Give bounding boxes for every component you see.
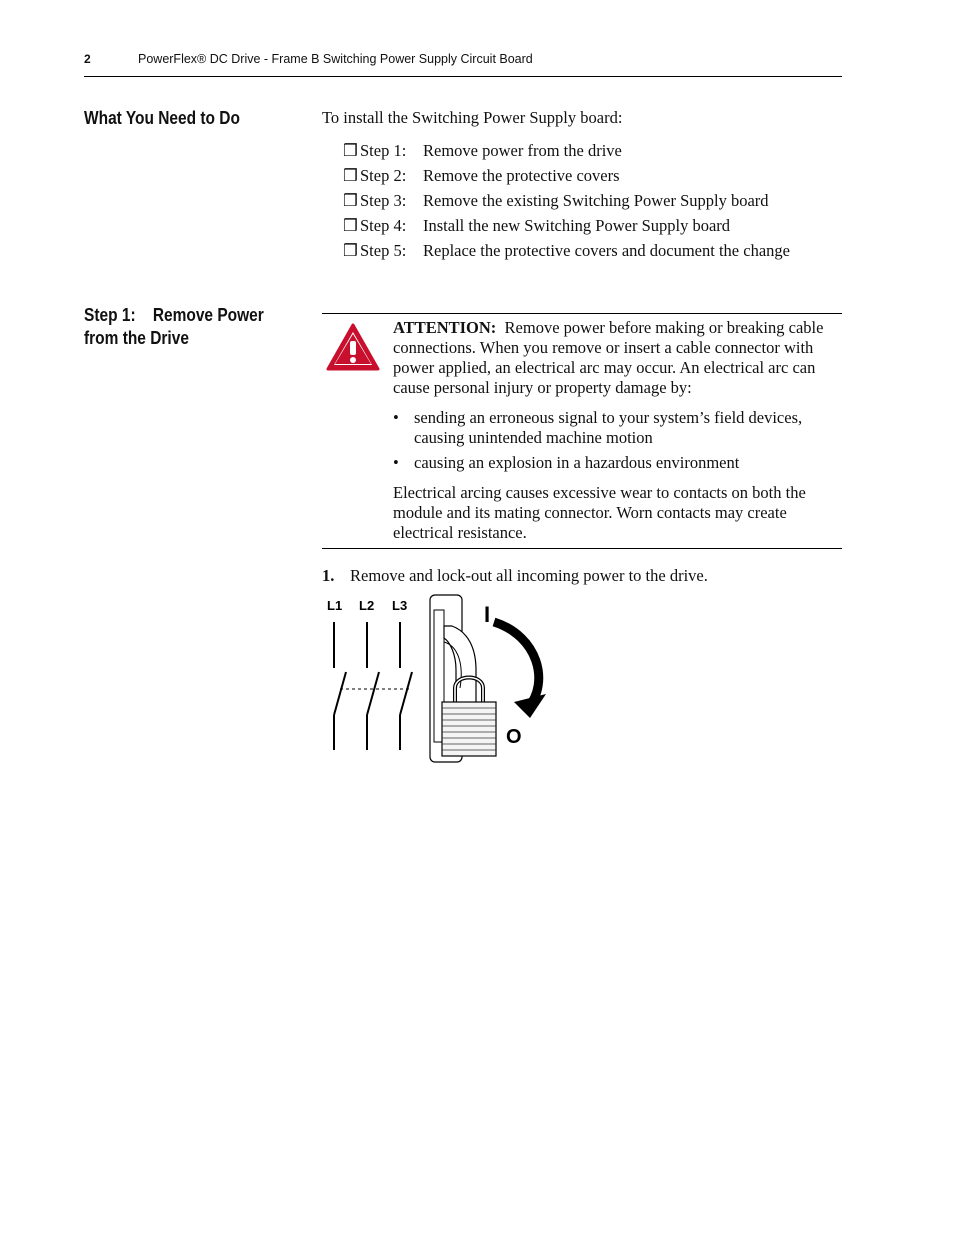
list-item bbox=[343, 216, 790, 241]
section-heading-step1 bbox=[84, 304, 264, 350]
list-item: • causing an explosion in a hazardous environment bbox=[393, 453, 843, 473]
checkbox-icon: ❒ bbox=[343, 241, 358, 260]
step-number: Step 5: bbox=[360, 241, 407, 260]
list-item: • sending an erroneous signal to your system’s field devices, causing unintended machine motion bbox=[393, 408, 843, 448]
attention-bullet-list bbox=[393, 408, 843, 473]
attention-top-rule bbox=[322, 313, 842, 314]
rotation-arrow bbox=[494, 622, 539, 708]
step-number: Step 2: bbox=[360, 166, 407, 185]
warning-triangle-icon bbox=[326, 322, 380, 372]
step-text: Install the new Switching Power Supply board bbox=[423, 216, 731, 235]
step-text: Remove the protective covers bbox=[423, 166, 620, 185]
step-number: Step 4: bbox=[360, 216, 407, 235]
step-text: Replace the protective covers and document the change bbox=[423, 241, 790, 260]
list-item bbox=[343, 166, 790, 191]
instruction-text: Remove and lock-out all incoming power to the drive. bbox=[350, 566, 708, 585]
attention-text: Remove power before making or breaking cable connections. When you remove or insert a cable connector with power applied, an electrical arc may occur. An electrical arc can cause personal injury or property damage by: bbox=[393, 318, 824, 397]
checkbox-icon: ❒ bbox=[343, 216, 358, 235]
section-intro: To install the Switching Power Supply board: bbox=[322, 108, 623, 127]
header-rule bbox=[84, 76, 842, 77]
section-heading-what-you-need: What You Need to Do bbox=[84, 108, 240, 128]
attention-closing: Electrical arcing causes excessive wear to contacts on both the module and its mating connector. Worn contacts may create electrical resistance. bbox=[393, 483, 806, 542]
list-item bbox=[343, 141, 790, 166]
lockout-switch-illustration bbox=[318, 590, 558, 770]
step-checklist bbox=[343, 141, 790, 266]
on-position-label: I bbox=[484, 602, 491, 627]
off-position-label: O bbox=[506, 726, 522, 748]
line-label-l1: L1 bbox=[327, 598, 343, 613]
list-item bbox=[343, 241, 790, 266]
heading-line: Step 1: Remove Power bbox=[84, 305, 264, 325]
step-text: Remove the existing Switching Power Supply board bbox=[423, 191, 769, 210]
checkbox-icon: ❒ bbox=[343, 166, 358, 185]
step-number: Step 1: bbox=[360, 141, 407, 160]
checkbox-icon: ❒ bbox=[343, 191, 358, 210]
list-item bbox=[343, 191, 790, 216]
disconnect-contacts bbox=[334, 622, 412, 750]
instruction-step-1 bbox=[322, 566, 708, 586]
step-number: Step 3: bbox=[360, 191, 407, 210]
attention-bottom-rule bbox=[322, 548, 842, 549]
attention-label: ATTENTION: bbox=[393, 318, 497, 337]
line-label-l3: L3 bbox=[392, 598, 408, 613]
checkbox-icon: ❒ bbox=[343, 141, 358, 160]
heading-line: from the Drive bbox=[84, 328, 189, 348]
page-number: 2 bbox=[84, 52, 91, 66]
instruction-number: 1. bbox=[322, 566, 335, 585]
step-text: Remove power from the drive bbox=[423, 141, 622, 160]
running-title: PowerFlex® DC Drive - Frame B Switching Power Supply Circuit Board bbox=[138, 52, 533, 66]
attention-paragraph bbox=[393, 318, 843, 398]
line-label-l2: L2 bbox=[359, 598, 375, 613]
attention-block bbox=[393, 318, 843, 543]
